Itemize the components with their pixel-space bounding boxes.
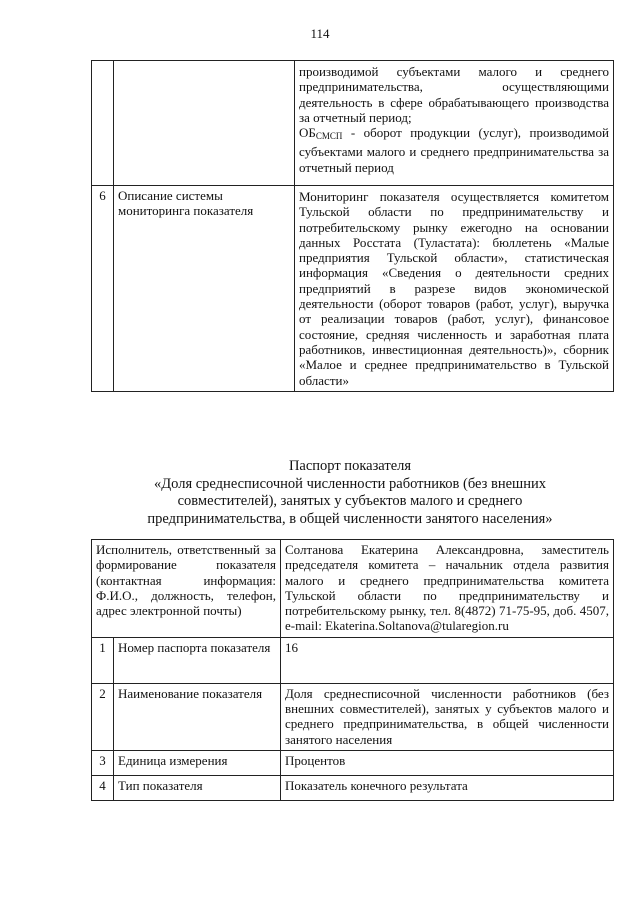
row-value: Показатель конечного результата [281, 775, 614, 800]
row-number: 4 [92, 775, 114, 800]
row-number: 2 [92, 683, 114, 750]
row-name: Наименование показателя [114, 683, 281, 750]
formula-symbol: ОБ [299, 125, 316, 141]
table-row [92, 637, 614, 683]
responsible-label: Исполнитель, ответственный за формирование показателя (контактная информация: Ф.И.О., должность, телефон, адрес электронной почты) [92, 540, 281, 638]
row-name [114, 61, 295, 186]
row-number: 6 [92, 186, 114, 392]
responsible-value: Солтанова Екатерина Александровна, заместитель председателя комитета – начальник отдела развития малого и среднего предпринимательства комитета Тульской области по предпринимательству и потребительскому рынку, тел. 8(4872) 71-75-95, доб. 4507, e-mail: Ekaterina.Soltanova@tularegion.ru [281, 540, 614, 638]
description-continued: производимой субъектами малого и среднего предпринимательства, осуществляющими деятельность в сфере обрабатывающего производства за отчетный период; [299, 64, 609, 125]
row-number: 3 [92, 750, 114, 775]
table-row [92, 61, 614, 186]
indicator-table-continued [91, 60, 614, 392]
table-row [92, 186, 614, 392]
row-name: Номер паспорта показателя [114, 637, 281, 683]
row-number: 1 [92, 637, 114, 683]
table-row [92, 750, 614, 775]
row-description [295, 61, 614, 186]
passport-indicator-name-line: предпринимательства, в общей численности занятого населения» [147, 510, 553, 527]
row-name: Единица измерения [114, 750, 281, 775]
row-name: Тип показателя [114, 775, 281, 800]
passport-indicator-name-line: «Доля среднесписочной численности работников (без внешних [154, 475, 546, 492]
formula-subscript: СМСП [315, 131, 343, 142]
page-number: 114 [310, 26, 330, 41]
row-value: Доля среднесписочной численности работников (без внешних совместителей), занятых у субъектов малого и среднего предпринимательства, в общей численности занятого населения [281, 683, 614, 750]
passport-indicator-name-line: совместителей), занятых у субъектов малого и среднего [177, 493, 523, 510]
table-row [92, 775, 614, 800]
row-value: Процентов [281, 750, 614, 775]
passport-heading: Паспорт показателя [288, 458, 412, 474]
table-row [92, 540, 614, 638]
row-number [92, 61, 114, 186]
passport-title [80, 458, 620, 528]
row-description: Мониторинг показателя осуществляется комитетом Тульской области по предпринимательству и потребительскому рынку ежегодно на основании данных Росстата (Туластата): бюллетень «Малые предприятия Тульской области», статистическая информация «Сведения о деятельности средних предприятий в разрезе видов экономической деятельности (оборот товаров (работ, услуг), выручка от реализации товаров (работ, услуг), финансовое состояние, средняя численность и заработная плата работников, инвестиционная деятельность)», сборник «Малое и среднее предпринимательство в Тульской области» [295, 186, 614, 392]
formula-definition [299, 125, 609, 175]
formula-description: - оборот продукции (услуг), производимой субъектами малого и среднего предпринимательства за отчетный период [299, 125, 609, 175]
table-row [92, 683, 614, 750]
row-name: Описание системы мониторинга показателя [114, 186, 295, 392]
indicator-passport-table [91, 539, 614, 801]
row-value: 16 [281, 637, 614, 683]
